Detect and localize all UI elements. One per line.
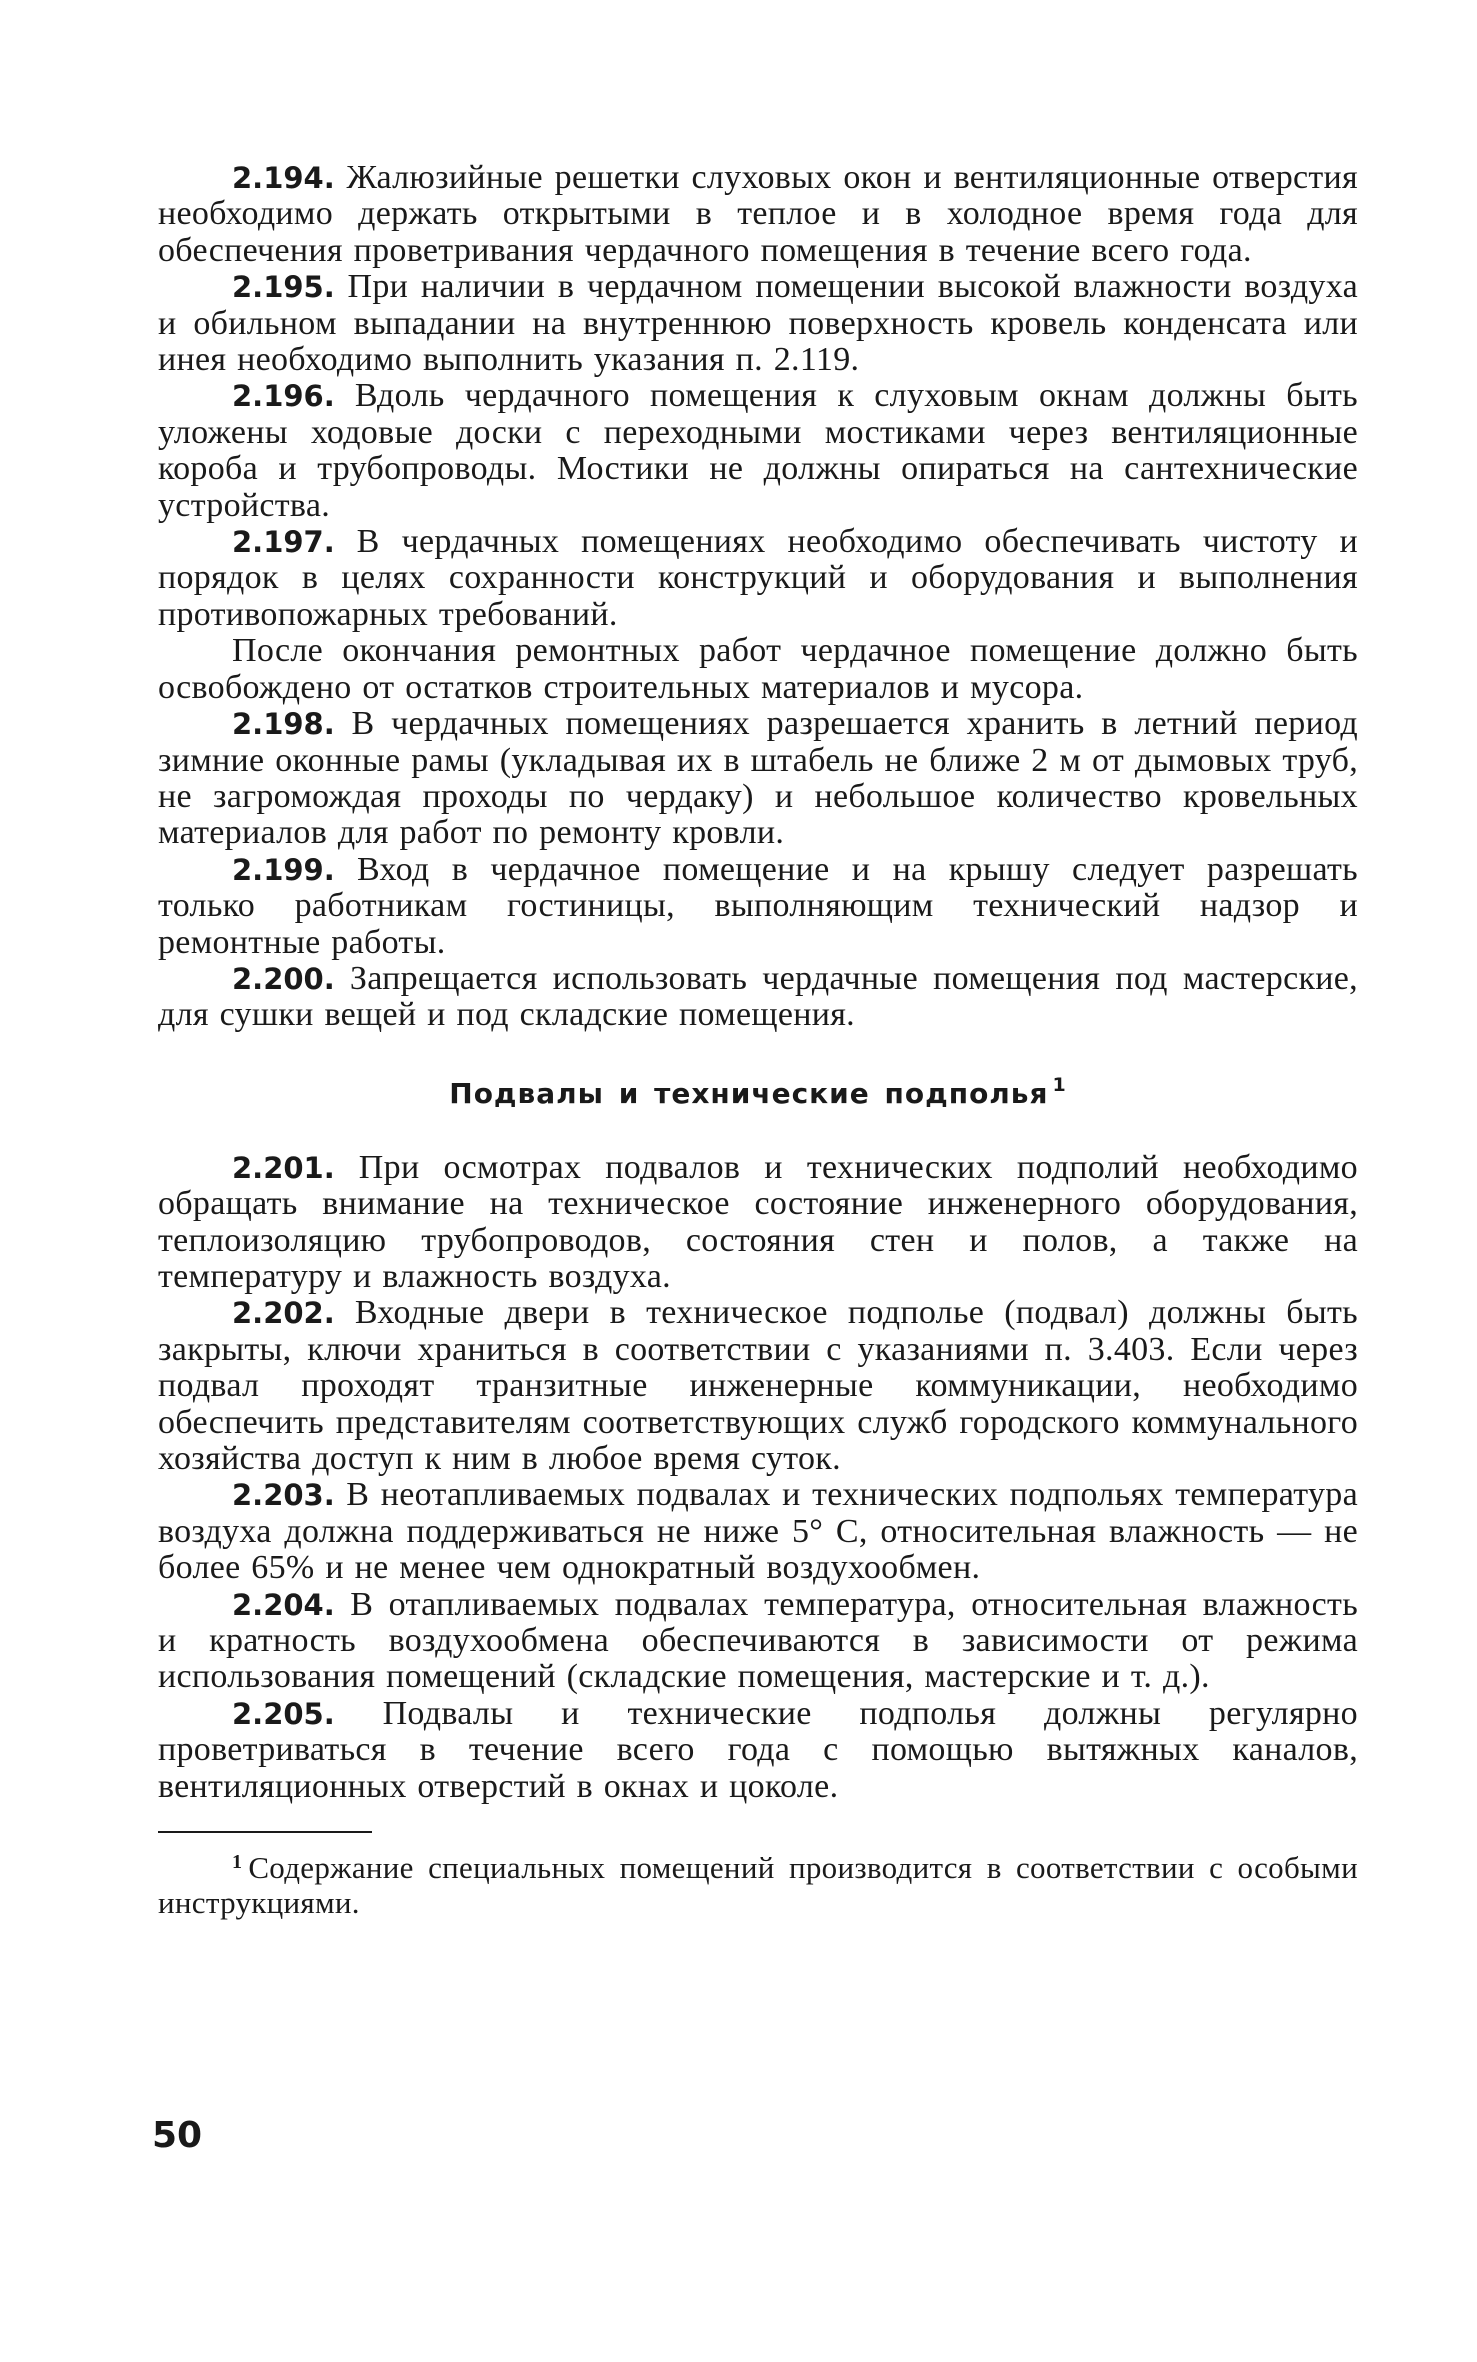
paragraph-text: Подвалы и технические подполья должны регулярно проветриваться в течение всего года с помощью вытяжных каналов, вентиляционных отверстий в окнах и цоколе. bbox=[158, 1694, 1358, 1805]
footnote bbox=[158, 1845, 1358, 1920]
paragraph-2-194 bbox=[158, 160, 1358, 269]
paragraph-2-201 bbox=[158, 1150, 1358, 1296]
footnote-divider bbox=[158, 1831, 372, 1833]
paragraph-2-203 bbox=[158, 1477, 1358, 1586]
paragraph-text: В чердачных помещениях необходимо обеспечивать чистоту и порядок в целях сохранности конструкций и оборудования и выполнения противопожарных требований. bbox=[158, 523, 1358, 633]
paragraph-number: 2.196. bbox=[232, 379, 335, 414]
paragraph-2-197 bbox=[158, 524, 1358, 633]
paragraph-number: 2.197. bbox=[232, 525, 335, 560]
paragraphs-bottom bbox=[158, 1150, 1358, 1805]
paragraph-2-196 bbox=[158, 378, 1358, 524]
paragraph-text: Вдоль чердачного помещения к слуховым окнам должны быть уложены ходовые доски с переходными мостиками через вентиляционные короба и трубопроводы. Мостики не должны опираться на сантехнические устройства. bbox=[158, 377, 1358, 524]
section-heading bbox=[158, 1074, 1358, 1110]
paragraph-text: Запрещается использовать чердачные помещения под мастерские, для сушки вещей и под складские помещения. bbox=[158, 959, 1358, 1034]
paragraph-number: 2.198. bbox=[232, 707, 335, 742]
section-heading-text: Подвалы и технические подполья bbox=[449, 1076, 1049, 1110]
footnote-text: Содержание специальных помещений производится в соответствии с особыми инструкциями. bbox=[158, 1850, 1358, 1920]
paragraphs-top bbox=[158, 160, 1358, 1034]
paragraph-2-202 bbox=[158, 1295, 1358, 1477]
paragraph-number: 2.205. bbox=[232, 1696, 335, 1731]
paragraph-text: При наличии в чердачном помещении высокой влажности воздуха и обильном выпадании на внутреннюю поверхность кровель конденсата или инея необходимо выполнить указания п. 2.119. bbox=[158, 268, 1358, 379]
footnote-mark: 1 bbox=[232, 1851, 243, 1874]
paragraph-text: Входные двери в техническое подполье (подвал) должны быть закрыты, ключи храниться в соответствии с указаниями п. 3.403. Если через подвал проходят транзитные инженерные коммуникации, необходимо обеспечить представителям соответствующих служб городского коммунального хозяйства доступ к ним в любое время суток. bbox=[158, 1294, 1358, 1477]
paragraph-2-205 bbox=[158, 1696, 1358, 1805]
footnote-reference: 1 bbox=[1052, 1073, 1067, 1096]
paragraph-text: При осмотрах подвалов и технических подполий необходимо обращать внимание на техническое состояние инженерного оборудования, теплоизоляцию трубопроводов, состояния стен и полов, а также на температуру и влажность воздуха. bbox=[158, 1148, 1358, 1295]
paragraph-text: Жалюзийные решетки слуховых окон и вентиляционные отверстия необходимо держать открытыми в теплое и в холодное время года для обеспечения проветривания чердачного помещения в течение всего года. bbox=[158, 159, 1358, 269]
paragraph-text: В неотапливаемых подвалах и технических подпольях температура воздуха должна поддерживаться не ниже 5° С, относительная влажность — не более 65% и не менее чем однократный воздухообмен. bbox=[158, 1476, 1358, 1587]
paragraph-number: 2.203. bbox=[232, 1478, 335, 1513]
paragraph-2-198 bbox=[158, 706, 1358, 852]
paragraph-2-199 bbox=[158, 852, 1358, 961]
paragraph-number: 2.202. bbox=[232, 1296, 335, 1331]
paragraph-number: 2.199. bbox=[232, 852, 335, 887]
paragraph-2-197-continued bbox=[158, 633, 1358, 706]
paragraph-text: Вход в чердачное помещение и на крышу следует разрешать только работникам гостиницы, выполняющим технический надзор и ремонтные работы. bbox=[158, 850, 1358, 961]
paragraph-number: 2.194. bbox=[232, 161, 335, 195]
paragraph-number: 2.200. bbox=[232, 961, 335, 996]
paragraph-2-200 bbox=[158, 961, 1358, 1034]
paragraph-text: В чердачных помещениях разрешается хранить в летний период зимние оконные рамы (укладывая их в штабель не ближе 2 м от дымовых труб, не загромождая проходы по чердаку) и небольшое количество кровельных материалов для работ по ремонту кровли. bbox=[158, 705, 1358, 852]
paragraph-2-195 bbox=[158, 269, 1358, 378]
paragraph-text: После окончания ремонтных работ чердачное помещение должно быть освобождено от остатков строительных материалов и мусора. bbox=[158, 632, 1358, 706]
page-body bbox=[158, 160, 1358, 1920]
paragraph-text: В отапливаемых подвалах температура, относительная влажность и кратность воздухообмена обеспечиваются в зависимости от режима использования помещений (складские помещения, мастерские и т. д.). bbox=[158, 1585, 1358, 1696]
paragraph-number: 2.201. bbox=[232, 1150, 335, 1185]
paragraph-number: 2.204. bbox=[232, 1587, 335, 1622]
paragraph-2-204 bbox=[158, 1587, 1358, 1696]
page-number: 50 bbox=[152, 2115, 203, 2156]
paragraph-number: 2.195. bbox=[232, 270, 335, 305]
